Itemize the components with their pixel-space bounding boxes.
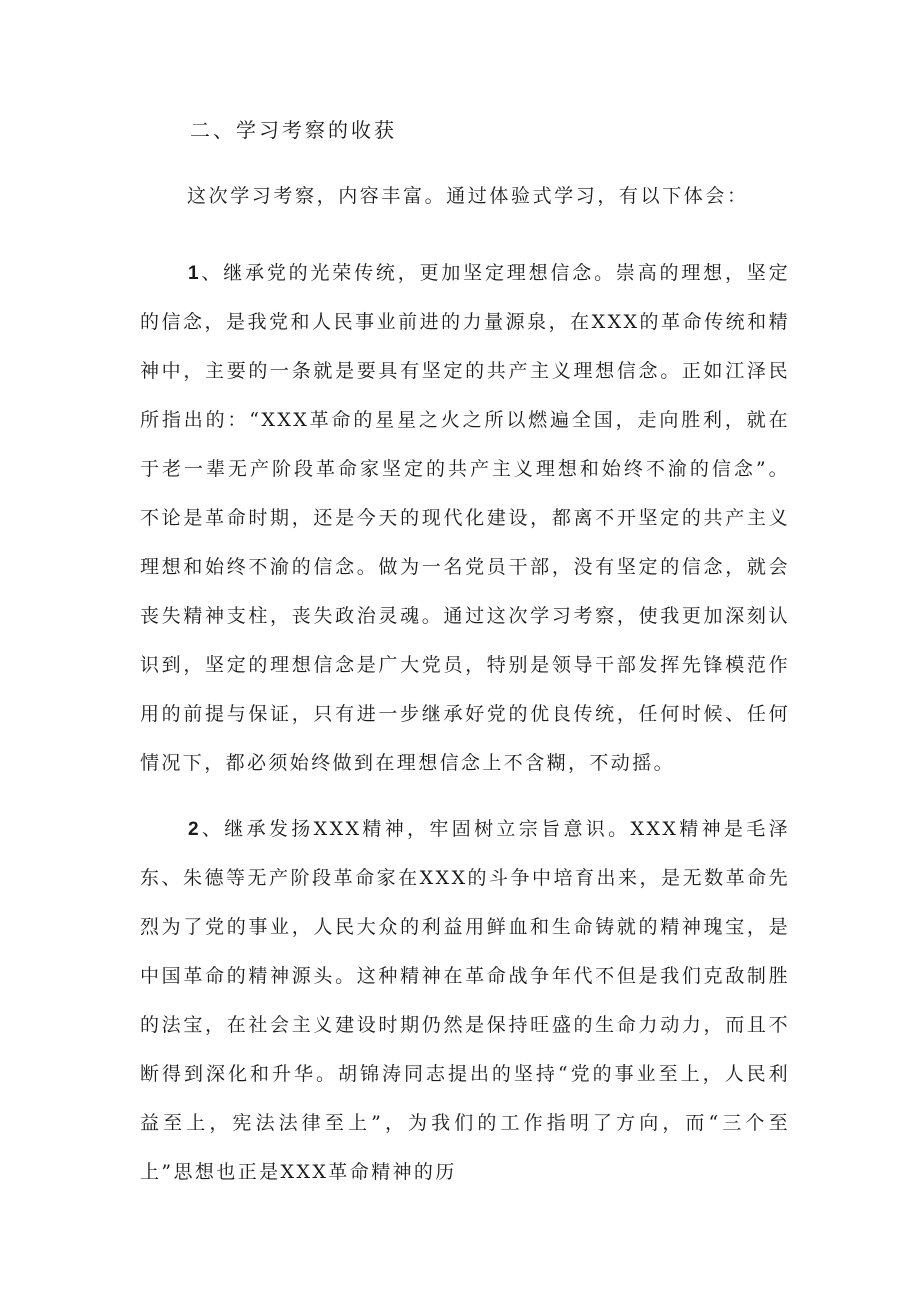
section-heading: 二、学习考察的收获 (190, 118, 397, 142)
paragraph-2 (140, 805, 790, 1197)
paragraph-1 (140, 249, 790, 788)
paragraph-2-number: 2 (188, 819, 201, 840)
paragraph-1-number: 1 (188, 263, 201, 284)
paragraph-1-text: 、继承党的光荣传统，更加坚定理想信念。崇高的理想，坚定的信念，是我党和人民事业前进的力量源泉，在XXX的革命传统和精神中，主要的一条就是要具有坚定的共产主义理想信念。正如江泽民所指出的：“XXX革命的星星之火之所以燃遍全国，走向胜利，就在于老一辈无产阶段革命家坚定的共产主义理想和始终不渝的信念”。不论是革命时期，还是今天的现代化建设，都离不开坚定的共产主义理想和始终不渝的信念。做为一名党员干部，没有坚定的信念，就会丧失精神支柱，丧失政治灵魂。通过这次学习考察，使我更加深刻认识到，坚定的理想信念是广大党员，特别是领导干部发挥先锋模范作用的前提与保证，只有进一步继承好党的优良传统，任何时候、任何情况下，都必须始终做到在理想信念上不含糊，不动摇。 (140, 262, 790, 774)
intro-paragraph: 这次学习考察，内容丰富。通过体验式学习，有以下体会： (187, 185, 749, 207)
paragraph-2-text: 、继承发扬XXX精神，牢固树立宗旨意识。XXX精神是毛泽东、朱德等无产阶段革命家在XXX的斗争中培育出来，是无数革命先烈为了党的事业，人民大众的利益用鲜血和生命铸就的精神瑰宝，是中国革命的精神源头。这种精神在革命战争年代不但是我们克敌制胜的法宝，在社会主义建设时期仍然是保持旺盛的生命力动力，而且不断得到深化和升华。胡锦涛同志提出的坚持“党的事业至上，人民利益至上，宪法法律至上”，为我们的工作指明了方向，而“三个至上”思想也正是XXX革命精神的历 (140, 818, 790, 1183)
